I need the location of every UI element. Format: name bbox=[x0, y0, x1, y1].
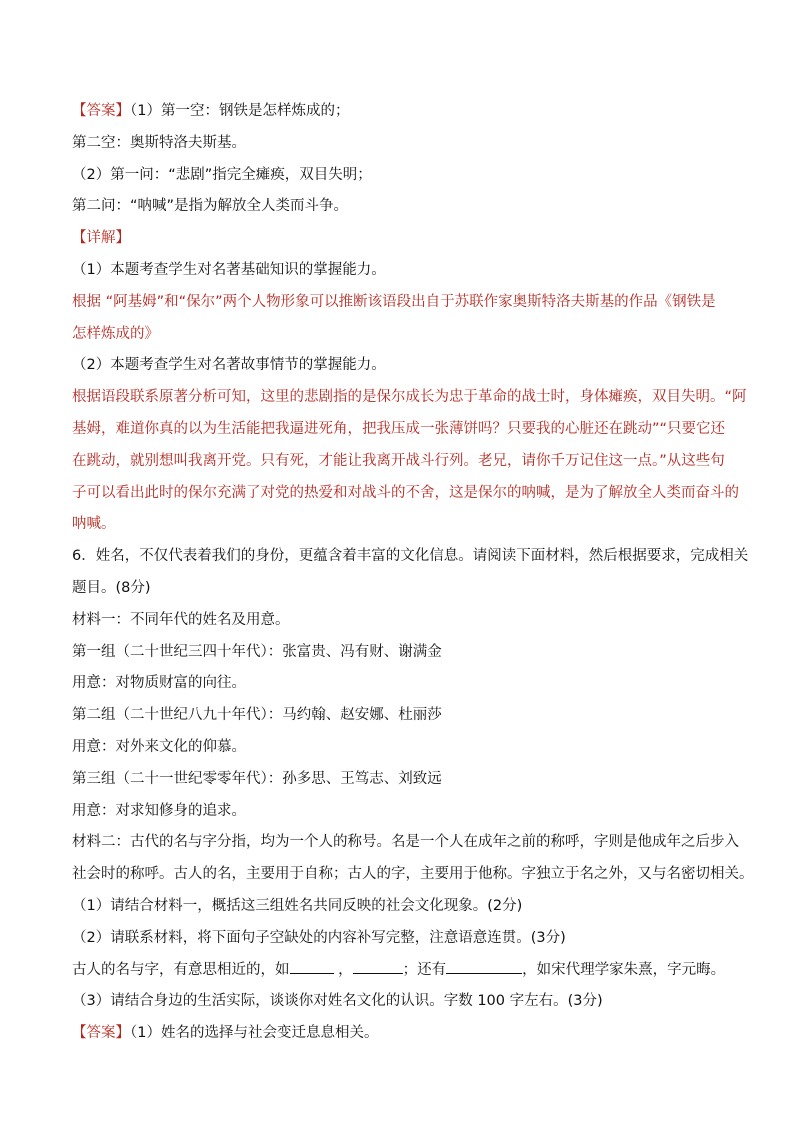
fill-in-sentence: 古人的名与字，有意思相近的，如 ， ；还有 ，如宋代理学家朱熹，字元晦。 bbox=[72, 955, 732, 987]
fill-blank-1 bbox=[290, 959, 334, 974]
question-6-stem-2: 题目。(8分) bbox=[72, 579, 151, 596]
answer-line-2: 第二空：奥斯特洛夫斯基。 bbox=[72, 134, 246, 151]
answer-line-3: （2）第一问：“悲剧”指完全瘫痪，双目失明； bbox=[72, 166, 372, 183]
detail-tag: 【详解】 bbox=[72, 230, 130, 247]
detail-paragraph-2a: 根据 “阿基姆”和“保尔”两个人物形象可以推断该语段出自于苏联作家奥斯特洛夫斯基的作品《钢铁是 bbox=[72, 293, 716, 310]
answer-line-4: 第二问：“呐喊”是指为解放全人类而斗争。 bbox=[72, 198, 349, 215]
sub-question-1: （1）请结合材料一，概括这三组姓名共同反映的社会文化现象。(2分) bbox=[72, 897, 523, 914]
document-page bbox=[72, 96, 754, 1050]
group-3: 第三组（二十一世纪零零年代）：孙多思、王笃志、刘致远 bbox=[72, 770, 442, 787]
detail-paragraph-3: （2）本题考查学生对名著故事情节的掌握能力。 bbox=[72, 357, 386, 374]
answer-2-tag: 【答案】 bbox=[72, 1025, 130, 1042]
group-3-meaning: 用意：对求知修身的追求。 bbox=[72, 802, 246, 819]
detail-paragraph-1: （1）本题考查学生对名著基础知识的掌握能力。 bbox=[72, 261, 386, 278]
group-1-meaning: 用意：对物质财富的向往。 bbox=[72, 675, 246, 692]
answer-tag: 【答案】 bbox=[72, 103, 130, 119]
fill-blank-3 bbox=[446, 959, 522, 974]
detail-paragraph-2b: 怎样炼成的》 bbox=[72, 325, 159, 342]
detail-paragraph-4e: 呐喊。 bbox=[72, 516, 116, 533]
sub-question-2: （2）请联系材料，将下面句子空缺处的内容补写完整，注意语意连贯。(3分) bbox=[72, 929, 566, 946]
fill-blank-2 bbox=[353, 959, 403, 974]
detail-paragraph-4b: 基姆，难道你真的以为生活能把我逼进死角，把我压成一张薄饼吗？只要我的心脏还在跳动”“只要它还 bbox=[72, 420, 726, 437]
detail-paragraph-4a: 根据语段联系原著分析可知，这里的悲剧指的是保尔成长为忠于革命的战士时，身体瘫痪，双目失明。“阿 bbox=[72, 389, 747, 406]
group-2: 第二组（二十世纪八九十年代）：马约翰、赵安娜、杜丽莎 bbox=[72, 707, 442, 724]
detail-paragraph-4c: 在跳动，就别想叫我离开党。只有死，才能让我离开战斗行列。老兄，请你千万记住这一点。”从这些句 bbox=[72, 452, 725, 469]
question-6-stem-1: 6．姓名，不仅代表着我们的身份，更蕴含着丰富的文化信息。请阅读下面材料，然后根据要求，完成相关 bbox=[72, 548, 749, 565]
group-1: 第一组（二十世纪三四十年代）：张富贵、冯有财、谢满金 bbox=[72, 643, 442, 660]
material-2-line-1: 材料二：古代的名与字分指，均为一个人的称号。名是一个人在成年之前的称呼，字则是他成年之后步入 bbox=[72, 834, 739, 851]
sub-question-3: （3）请结合身边的生活实际，谈谈你对姓名文化的认识。字数 100 字左右。(3分) bbox=[72, 993, 603, 1010]
material-2-line-2: 社会时的称呼。古人的名，主要用于自称；古人的字，主要用于他称。字独立于名之外，又与名密切相关。 bbox=[72, 866, 754, 883]
detail-paragraph-4d: 子可以看出此时的保尔充满了对党的热爱和对战斗的不舍，这是保尔的呐喊，是为了解放全人类而奋斗的 bbox=[72, 484, 739, 501]
group-2-meaning: 用意：对外来文化的仰慕。 bbox=[72, 738, 246, 755]
material-1-title: 材料一：不同年代的姓名及用意。 bbox=[72, 611, 290, 628]
answer-line-1: 【答案】（1）第一空：钢铁是怎样炼成的； bbox=[72, 103, 350, 119]
answer-2-line-1: 【答案】（1）姓名的选择与社会变迁息息相关。 bbox=[72, 1025, 379, 1042]
